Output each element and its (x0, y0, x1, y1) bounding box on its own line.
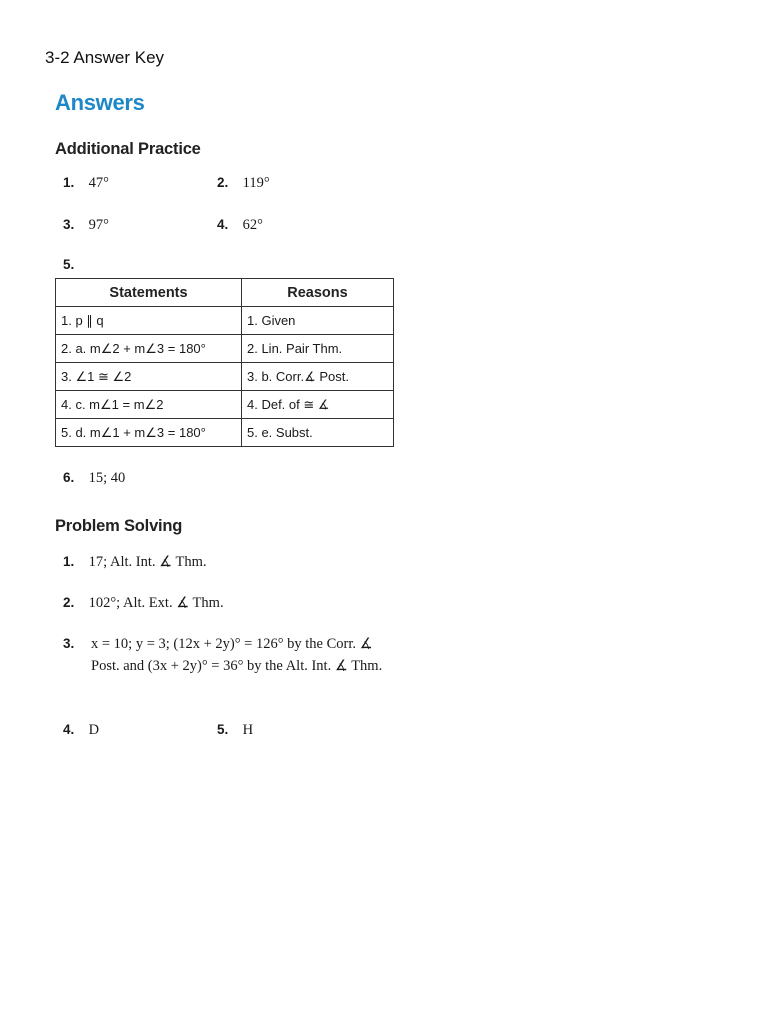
table-row (56, 335, 394, 363)
item-number: 4. (63, 722, 75, 737)
ap-item-3 (63, 214, 109, 236)
item-answer: 15; 40 (88, 470, 126, 486)
ps-item-2 (63, 592, 224, 614)
reasons-header: Reasons (242, 279, 394, 307)
ps-item-3 (63, 633, 401, 677)
statement-cell: 5. d. m∠1 + m∠3 = 180° (56, 419, 242, 447)
statements-header: Statements (56, 279, 242, 307)
item-answer: x = 10; y = 3; (12x + 2y)° = 126° by the Corr. ∡ Post. and (3x + 2y)° = 36° by the Alt. Int. ∡ Thm. (91, 636, 383, 674)
reason-cell: 1. Given (242, 307, 394, 335)
table-row (56, 363, 394, 391)
answers-heading: Answers (55, 90, 145, 115)
item-answer: 102°; Alt. Ext. ∡ Thm. (88, 595, 224, 611)
statement-cell: 1. p ∥ q (56, 307, 242, 335)
ps-item-5 (217, 719, 253, 741)
ps-item-4 (63, 719, 99, 741)
item-number: 4. (217, 217, 229, 232)
ap-item-5 (63, 254, 85, 276)
document-title: 3-2 Answer Key (45, 48, 165, 67)
reason-cell: 2. Lin. Pair Thm. (242, 335, 394, 363)
additional-practice-heading: Additional Practice (55, 140, 201, 158)
reason-cell: 5. e. Subst. (242, 419, 394, 447)
item-number: 3. (63, 636, 75, 651)
statement-cell: 2. a. m∠2 + m∠3 = 180° (56, 335, 242, 363)
reason-cell: 4. Def. of ≅ ∡ (242, 391, 394, 419)
proof-table-header-row (56, 279, 394, 307)
item-answer: 97° (88, 217, 109, 233)
item-answer: 17; Alt. Int. ∡ Thm. (88, 554, 207, 570)
reason-cell: 3. b. Corr.∡ Post. (242, 363, 394, 391)
item-number: 5. (217, 722, 229, 737)
item-number: 2. (217, 175, 229, 190)
table-row (56, 391, 394, 419)
table-row (56, 307, 394, 335)
ap-item-2 (217, 172, 270, 194)
item-number: 6. (63, 470, 75, 485)
ap-item-4 (217, 214, 263, 236)
item-number: 1. (63, 554, 75, 569)
item-number: 5. (63, 257, 75, 272)
item-answer: H (242, 722, 254, 738)
item-answer: 119° (242, 175, 270, 191)
item-answer: D (88, 722, 100, 738)
proof-table (55, 278, 394, 447)
ap-item-6 (63, 467, 125, 489)
item-number: 1. (63, 175, 75, 190)
problem-solving-heading: Problem Solving (55, 517, 183, 535)
ps-item-1 (63, 551, 207, 573)
statement-cell: 4. c. m∠1 = m∠2 (56, 391, 242, 419)
item-number: 2. (63, 595, 75, 610)
statement-cell: 3. ∠1 ≅ ∠2 (56, 363, 242, 391)
item-answer: 62° (242, 217, 263, 233)
table-row (56, 419, 394, 447)
item-answer: 47° (88, 175, 109, 191)
ap-item-1 (63, 172, 109, 194)
item-number: 3. (63, 217, 75, 232)
